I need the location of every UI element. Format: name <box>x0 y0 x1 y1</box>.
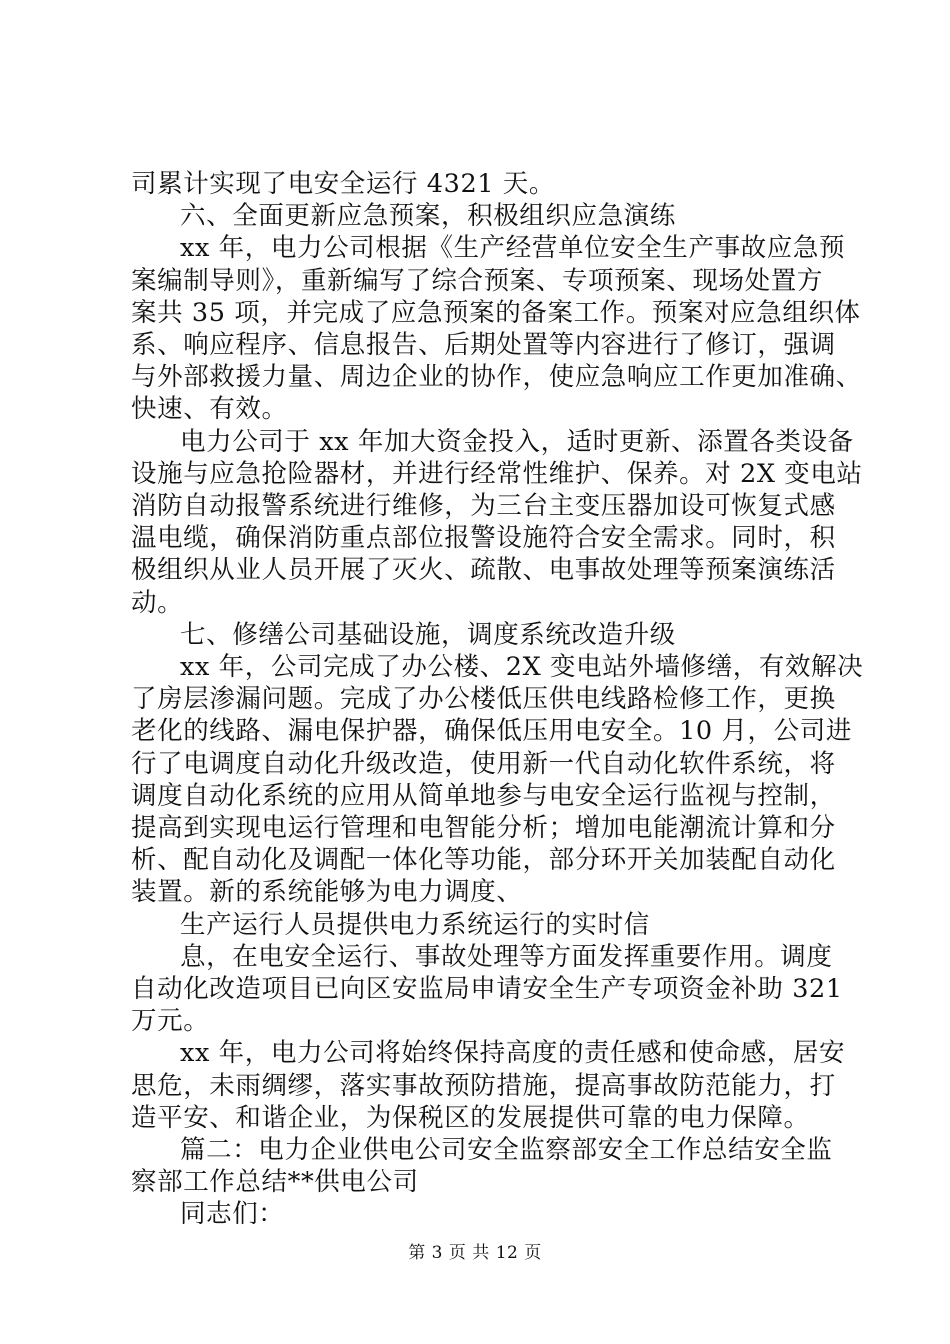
text-line: 行了电调度自动化升级改造，使用新一代自动化软件系统，将 <box>131 748 836 779</box>
text-line: 极组织从业人员开展了灭火、疏散、电事故处理等预案演练活 <box>131 555 836 586</box>
text-line: 消防自动报警系统进行维修，为三台主变压器加设可恢复式感 <box>131 491 836 521</box>
text-line: 调度自动化系统的应用从简单地参与电安全运行监视与控制， <box>131 780 836 811</box>
text-line: 万元。 <box>131 1006 210 1037</box>
text-line: 系、响应程序、信息报告、后期处置等内容进行了修订，强调 <box>131 330 836 360</box>
text-line: 设施与应急抢险器材，并进行经常性维护、保养。对 2X 变电站 <box>131 458 863 489</box>
section-heading: 篇二：电力企业供电公司安全监察部安全工作总结安全监 <box>180 1135 833 1165</box>
text-line: 老化的线路、漏电保护器，确保低压用电安全。10 月，公司进 <box>131 716 852 747</box>
text-line: 电力公司于 xx 年加大资金投入，适时更新、添置各类设备 <box>180 426 854 457</box>
text-line: 动。 <box>131 587 184 618</box>
text-line: 思危，未雨绸缪，落实事故预防措施，提高事故防范能力，打 <box>131 1070 836 1101</box>
text-line: 案共 35 项，并完成了应急预案的备案工作。预案对应急组织体 <box>131 297 861 328</box>
text-line: 快速、有效。 <box>131 394 288 425</box>
text-line: 生产运行人员提供电力系统运行的实时信 <box>180 909 650 940</box>
text-line: 温电缆，确保消防重点部位报警设施符合安全需求。同时，积 <box>131 523 836 554</box>
text-line: 与外部救援力量、周边企业的协作，使应急响应工作更加准确、 <box>131 362 862 393</box>
text-line: 息，在电安全运行、事故处理等方面发挥重要作用。调度 <box>180 941 833 972</box>
page-number-footer: 第 3 页 共 12 页 <box>408 1243 542 1263</box>
text-line: 提高到实现电运行管理和电智能分析；增加电能潮流计算和分 <box>131 813 836 843</box>
text-line: 案编制导则》，重新编写了综合预案、专项预案、现场处置方 <box>131 265 823 296</box>
text-line: 造平安、和谐企业，为保税区的发展提供可靠的电力保障。 <box>131 1102 810 1133</box>
text-line: 装置。新的系统能够为电力调度、 <box>131 877 523 908</box>
text-line: xx 年，电力公司将始终保持高度的责任感和使命感，居安 <box>180 1038 846 1069</box>
text-line: 察部工作总结**供电公司 <box>131 1167 419 1198</box>
section-heading: 七、修缮公司基础设施，调度系统改造升级 <box>180 619 676 650</box>
text-line: xx 年，电力公司根据《生产经营单位安全生产事故应急预 <box>180 233 846 264</box>
text-line: xx 年，公司完成了办公楼、2X 变电站外墙修缮，有效解决 <box>180 652 864 682</box>
text-line: 同志们： <box>180 1199 285 1230</box>
section-heading: 六、全面更新应急预案，积极组织应急演练 <box>180 201 676 232</box>
text-line: 了房层渗漏问题。完成了办公楼低压供电线路检修工作，更换 <box>131 684 836 715</box>
text-line: 析、配自动化及调配一体化等功能，部分环开关加装配自动化 <box>131 845 836 876</box>
text-line: 自动化改造项目已向区安监局申请安全生产专项资金补助 321 <box>131 974 843 1004</box>
text-line: 司累计实现了电安全运行 4321 天。 <box>131 169 556 199</box>
